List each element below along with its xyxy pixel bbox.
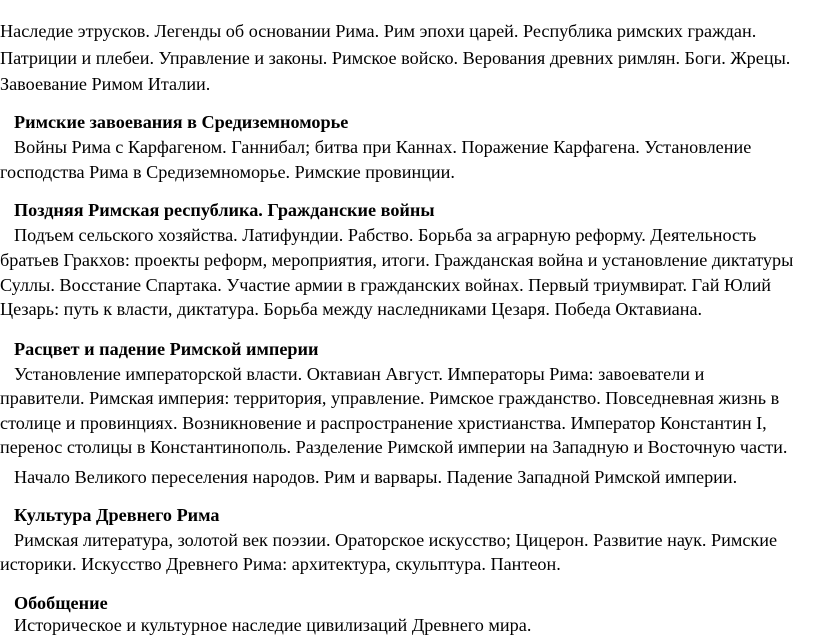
section-heading-late-republic: Поздняя Римская республика. Гражданские войны	[14, 200, 435, 220]
section-mediterranean-line-2: господства Рима в Средиземноморье. Римские провинции.	[0, 162, 455, 182]
intro-line-1: Наследие этрусков. Легенды об основании Рима. Рим эпохи царей. Республика римских граждан.	[0, 21, 757, 41]
intro-line-2: Патриции и плебеи. Управление и законы. Римское войско. Верования древних римлян. Боги. Жрецы.	[0, 48, 791, 68]
section-empire-extra-line: Начало Великого переселения народов. Рим и варвары. Падение Западной Римской империи.	[14, 467, 738, 487]
section-late-republic-line-2: братьев Гракхов: проекты реформ, мероприятия, итоги. Гражданская война и установление диктатуры	[0, 250, 794, 270]
section-mediterranean-line-1: Войны Рима с Карфагеном. Ганнибал; битва при Каннах. Поражение Карфагена. Установление	[14, 137, 752, 157]
section-heading-empire: Расцвет и падение Римской империи	[14, 339, 319, 359]
section-late-republic-line-3: Суллы. Восстание Спартака. Участие армии в гражданских войнах. Первый триумвират. Гай Юлий	[0, 275, 772, 295]
section-late-republic-line-1: Подъем сельского хозяйства. Латифундии. Рабство. Борьба за аграрную реформу. Деятельность	[14, 225, 757, 245]
section-culture-line-2: историки. Искусство Древнего Рима: архитектура, скульптура. Пантеон.	[0, 554, 561, 574]
section-empire-line-3: столице и провинциях. Возникновение и распространение христианства. Император Константин I,	[0, 413, 767, 433]
section-heading-summary: Обобщение	[14, 593, 108, 613]
section-heading-culture: Культура Древнего Рима	[14, 505, 220, 525]
section-culture-line-1: Римская литература, золотой век поэзии. Ораторское искусство; Цицерон. Развитие наук. Римские	[14, 530, 778, 550]
section-empire-line-2: правители. Римская империя: территория, управление. Римское гражданство. Повседневная жизнь в	[0, 388, 780, 408]
section-heading-mediterranean: Римские завоевания в Средиземноморье	[14, 112, 349, 132]
section-late-republic-line-4: Цезарь: путь к власти, диктатура. Борьба между наследниками Цезаря. Победа Октавиана.	[0, 299, 703, 319]
section-summary-line-1: Историческое и культурное наследие цивилизаций Древнего мира.	[14, 615, 532, 635]
section-empire-line-1: Установление императорской власти. Октавиан Август. Императоры Рима: завоеватели и	[14, 364, 705, 384]
intro-line-3: Завоевание Римом Италии.	[0, 74, 211, 94]
section-empire-line-4: перенос столицы в Константинополь. Разделение Римской империи на Западную и Восточную части.	[0, 437, 788, 457]
